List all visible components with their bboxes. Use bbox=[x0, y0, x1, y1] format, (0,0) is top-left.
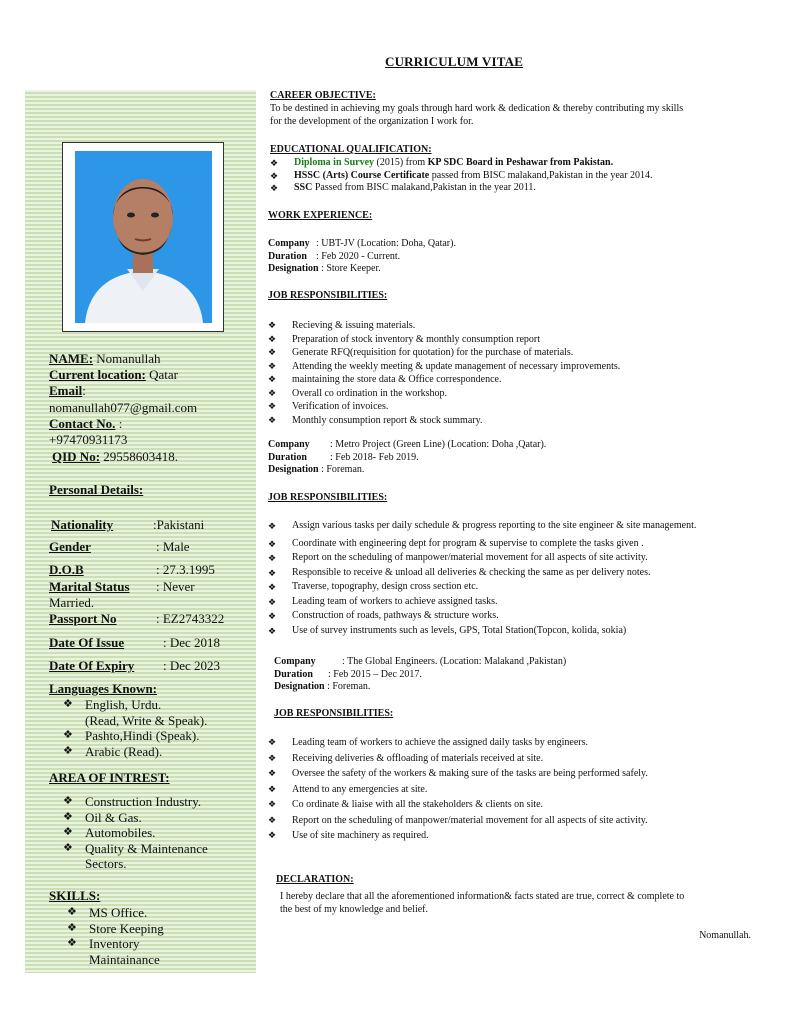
list-item: ❖ Pashto,Hindi (Speak). bbox=[63, 728, 207, 744]
list-item: ❖ Attend to any emergencies at site. bbox=[268, 782, 648, 798]
job3-resp-heading: JOB RESPONSIBILITIES: bbox=[274, 708, 394, 719]
email-label-line: Email: bbox=[49, 383, 86, 398]
list-item: ❖ Automobiles. bbox=[63, 825, 208, 841]
list-item: ❖ English, Urdu. (Read, Write & Speak). bbox=[63, 697, 207, 728]
list-item: ❖ Monthly consumption report & stock summary. bbox=[268, 414, 620, 428]
list-item: ❖ Receiving deliveries & offloading of materials received at site. bbox=[268, 751, 648, 767]
work-heading: WORK EXPERIENCE: bbox=[268, 210, 373, 221]
career-text: To be destined in achieving my goals through hard work & dedication & thereby contributing my skills for the development of the organization I work for. bbox=[270, 103, 684, 127]
list-item: ❖ Use of survey instruments such as levels, GPS, Total Station(Topcon, kolida, sokia) bbox=[268, 624, 696, 639]
personal-details-heading: Personal Details: bbox=[49, 482, 144, 497]
list-item: ❖ Report on the scheduling of manpower/material movement for all aspects of site activity. bbox=[268, 551, 696, 566]
list-item: ❖ Report on the scheduling of manpower/material movement for all aspects of site activity. bbox=[268, 813, 648, 829]
list-item: ❖ Diploma in Survey (2015) from KP SDC Board in Peshawar from Pakistan. bbox=[270, 157, 653, 170]
marital-row: Marital Status : Never bbox=[49, 579, 195, 594]
list-item: ❖ Quality & Maintenance Sectors. bbox=[63, 841, 208, 872]
skills-list bbox=[67, 905, 164, 967]
person-portrait-icon bbox=[75, 151, 212, 323]
list-item: ❖ Store Keeping bbox=[67, 921, 164, 937]
list-item: ❖ Construction Industry. bbox=[63, 794, 208, 810]
name-line: NAME: Nomanullah bbox=[49, 351, 161, 366]
interest-heading: AREA OF INTREST: bbox=[49, 770, 170, 785]
profile-photo bbox=[75, 151, 212, 323]
list-item: ❖ Oversee the safety of the workers & making sure of the tasks are being performed safely. bbox=[268, 766, 648, 782]
location-line: Current location: Qatar bbox=[49, 367, 179, 382]
list-item: ❖ Overall co ordination in the workshop. bbox=[268, 387, 620, 401]
list-item: ❖ Leading team of workers to achieve assigned tasks. bbox=[268, 595, 696, 610]
list-item: ❖ Inventory Maintainance bbox=[67, 936, 164, 967]
list-item: ❖ maintaining the store data & Office correspondence. bbox=[268, 373, 620, 387]
contact-value: +97470931173 bbox=[49, 432, 128, 447]
list-item: ❖ Oil & Gas. bbox=[63, 810, 208, 826]
languages-list bbox=[63, 697, 207, 759]
declaration-text: I hereby declare that all the aforementioned information& facts stated are true, correct & complete to the best of my knowledge and belief. bbox=[280, 891, 685, 915]
list-item: ❖ SSC Passed from BISC malakand,Pakistan in the year 2011. bbox=[270, 182, 653, 195]
list-item: ❖ Attending the weekly meeting & update management of necessary improvements. bbox=[268, 360, 620, 374]
languages-heading: Languages Known: bbox=[49, 681, 157, 696]
signature: Nomanullah. bbox=[699, 930, 751, 941]
list-item: ❖ Traverse, topography, design cross section etc. bbox=[268, 580, 696, 595]
sidebar bbox=[25, 90, 256, 973]
list-item: ❖ Co ordinate & liaise with all the stakeholders & clients on site. bbox=[268, 797, 648, 813]
job2-details: Company : Metro Project (Green Line) (Location: Doha ,Qatar). Duration : Feb 2018- Feb 2019. Designation : Foreman. bbox=[268, 439, 547, 475]
list-item: ❖ Responsible to receive & unload all deliveries & checking the same as per delivery notes. bbox=[268, 566, 696, 581]
list-item: ❖ Generate RFQ(requisition for quotation) for the purchase of materials. bbox=[268, 346, 620, 360]
list-item: ❖ MS Office. bbox=[67, 905, 164, 921]
list-item: ❖ Leading team of workers to achieve the assigned daily tasks by engineers. bbox=[268, 735, 648, 751]
job3-resp-list bbox=[268, 735, 648, 844]
list-item: ❖ Arabic (Read). bbox=[63, 744, 207, 760]
issue-row: Date Of Issue : Dec 2018 bbox=[49, 635, 221, 650]
education-heading: EDUCATIONAL QUALIFICATION: bbox=[270, 144, 432, 155]
job2-resp-list bbox=[268, 519, 696, 638]
skills-heading: SKILLS: bbox=[49, 888, 101, 903]
education-list bbox=[270, 157, 653, 195]
list-item: ❖ Use of site machinery as required. bbox=[268, 828, 648, 844]
marital-cont: Married. bbox=[49, 595, 95, 610]
dob-row: D.O.B : 27.3.1995 bbox=[49, 562, 215, 577]
list-item: ❖ Verification of invoices. bbox=[268, 400, 620, 414]
contact-label-line: Contact No. : bbox=[49, 416, 123, 431]
gender-row: Gender : Male bbox=[49, 539, 190, 554]
list-item: ❖ Preparation of stock inventory & monthly consumption report bbox=[268, 333, 620, 347]
career-heading: CAREER OBJECTIVE: bbox=[270, 90, 376, 101]
job3-details: Company : The Global Engineers. (Location: Malakand ,Pakistan) Duration : Feb 2015 – Dec 2017. Designation : Foreman. bbox=[274, 656, 567, 692]
job1-resp-heading: JOB RESPONSIBILITIES: bbox=[268, 290, 388, 301]
list-item: ❖ HSSC (Arts) Course Certificate passed from BISC malakand,Pakistan in the year 2014. bbox=[270, 170, 653, 183]
page-title: CURRICULUM VITAE bbox=[385, 54, 524, 69]
qid-line: QID No: 29558603418. bbox=[52, 449, 179, 464]
job1-resp-list bbox=[268, 319, 620, 427]
interest-list bbox=[63, 794, 208, 872]
list-item: ❖ Assign various tasks per daily schedule & progress reporting to the site engineer & site management. bbox=[268, 519, 696, 534]
email-value: nomanullah077@gmail.com bbox=[49, 400, 198, 415]
list-item: ❖ Coordinate with engineering dept for program & supervise to complete the tasks given . bbox=[268, 537, 696, 552]
list-item: ❖ Construction of roads, pathways & structure works. bbox=[268, 609, 696, 624]
declaration-heading: DECLARATION: bbox=[276, 874, 354, 885]
passport-row: Passport No : EZ2743322 bbox=[49, 611, 225, 626]
nationality-row: Nationality :Pakistani bbox=[51, 517, 205, 532]
job1-details: Company : UBT-JV (Location: Doha, Qatar). Duration : Feb 2020 - Current. Designation : Store Keeper. bbox=[268, 238, 456, 274]
expiry-row: Date Of Expiry : Dec 2023 bbox=[49, 658, 221, 673]
job2-resp-heading: JOB RESPONSIBILITIES: bbox=[268, 492, 388, 503]
list-item: ❖ Recieving & issuing materials. bbox=[268, 319, 620, 333]
photo-frame bbox=[62, 142, 224, 332]
